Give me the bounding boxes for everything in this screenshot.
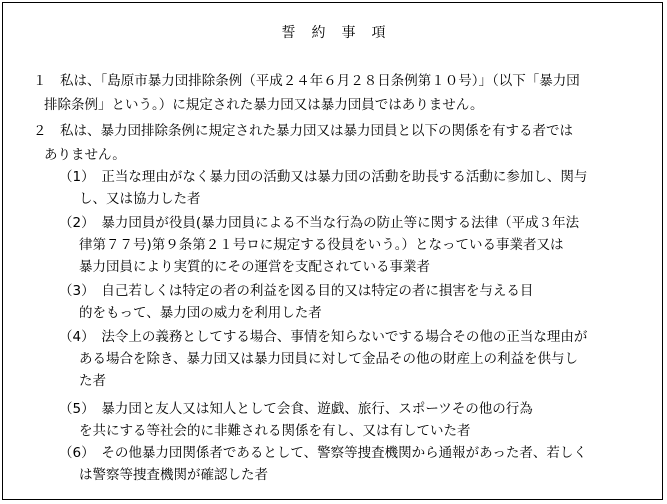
paragraph-1-line-1: １ 私は、「島原市暴力団排除条例（平成２４年６月２８日条例第１０号）」（以下「暴力団 — [33, 73, 580, 89]
paragraph-2-line-2: ありません。 — [44, 147, 126, 163]
item-4-line-1: （4） 法令上の義務としてする場合、事情を知らないでする場合その他の正当な理由が — [59, 329, 588, 345]
item-3-line-1: （3） 自己若しくは特定の者の利益を図る目的又は特定の者に損害を与える目 — [59, 283, 534, 299]
item-2-line-2: 律第７７号)第９条第２１号ロに規定する役員をいう。）となっている事業者又は — [79, 237, 564, 253]
item-2-line-3: 暴力団員により実質的にその運営を支配されている事業者 — [79, 259, 430, 275]
item-6-line-2: は警察等捜査機関が確認した者 — [79, 467, 268, 483]
document-frame — [2, 2, 663, 500]
item-5-line-1: （5） 暴力団と友人又は知人として会食、遊戯、旅行、スポーツその他の行為 — [59, 401, 533, 417]
paragraph-1-line-2: 排除条例」という。）に規定された暴力団又は暴力団員ではありません。 — [44, 97, 484, 113]
item-4-line-3: た者 — [79, 373, 106, 389]
item-1-line-1: （1） 正当な理由がなく暴力団の活動又は暴力団の活動を助長する活動に参加し、関与 — [59, 169, 588, 185]
paragraph-2-line-1: ２ 私は、暴力団排除条例に規定された暴力団又は暴力団員と以下の関係を有する者では — [33, 123, 573, 139]
item-2-line-1: （2） 暴力団員が役員(暴力団員による不当な行為の防止等に関する法律（平成３年法 — [59, 215, 580, 231]
item-1-line-2: し、又は協力した者 — [79, 191, 201, 207]
item-5-line-2: を共にする等社会的に非難される関係を有し、又は有していた者 — [79, 423, 471, 439]
document-title: 誓約事項 — [281, 25, 402, 41]
item-3-line-2: 的をもって、暴力団の威力を利用した者 — [79, 305, 322, 321]
item-4-line-2: ある場合を除き、暴力団又は暴力団員に対して金品その他の財産上の利益を供与し — [79, 351, 578, 367]
item-6-line-1: （6） その他暴力団関係者であるとして、警察等捜査機関から通報があった者、若しく — [59, 445, 587, 461]
